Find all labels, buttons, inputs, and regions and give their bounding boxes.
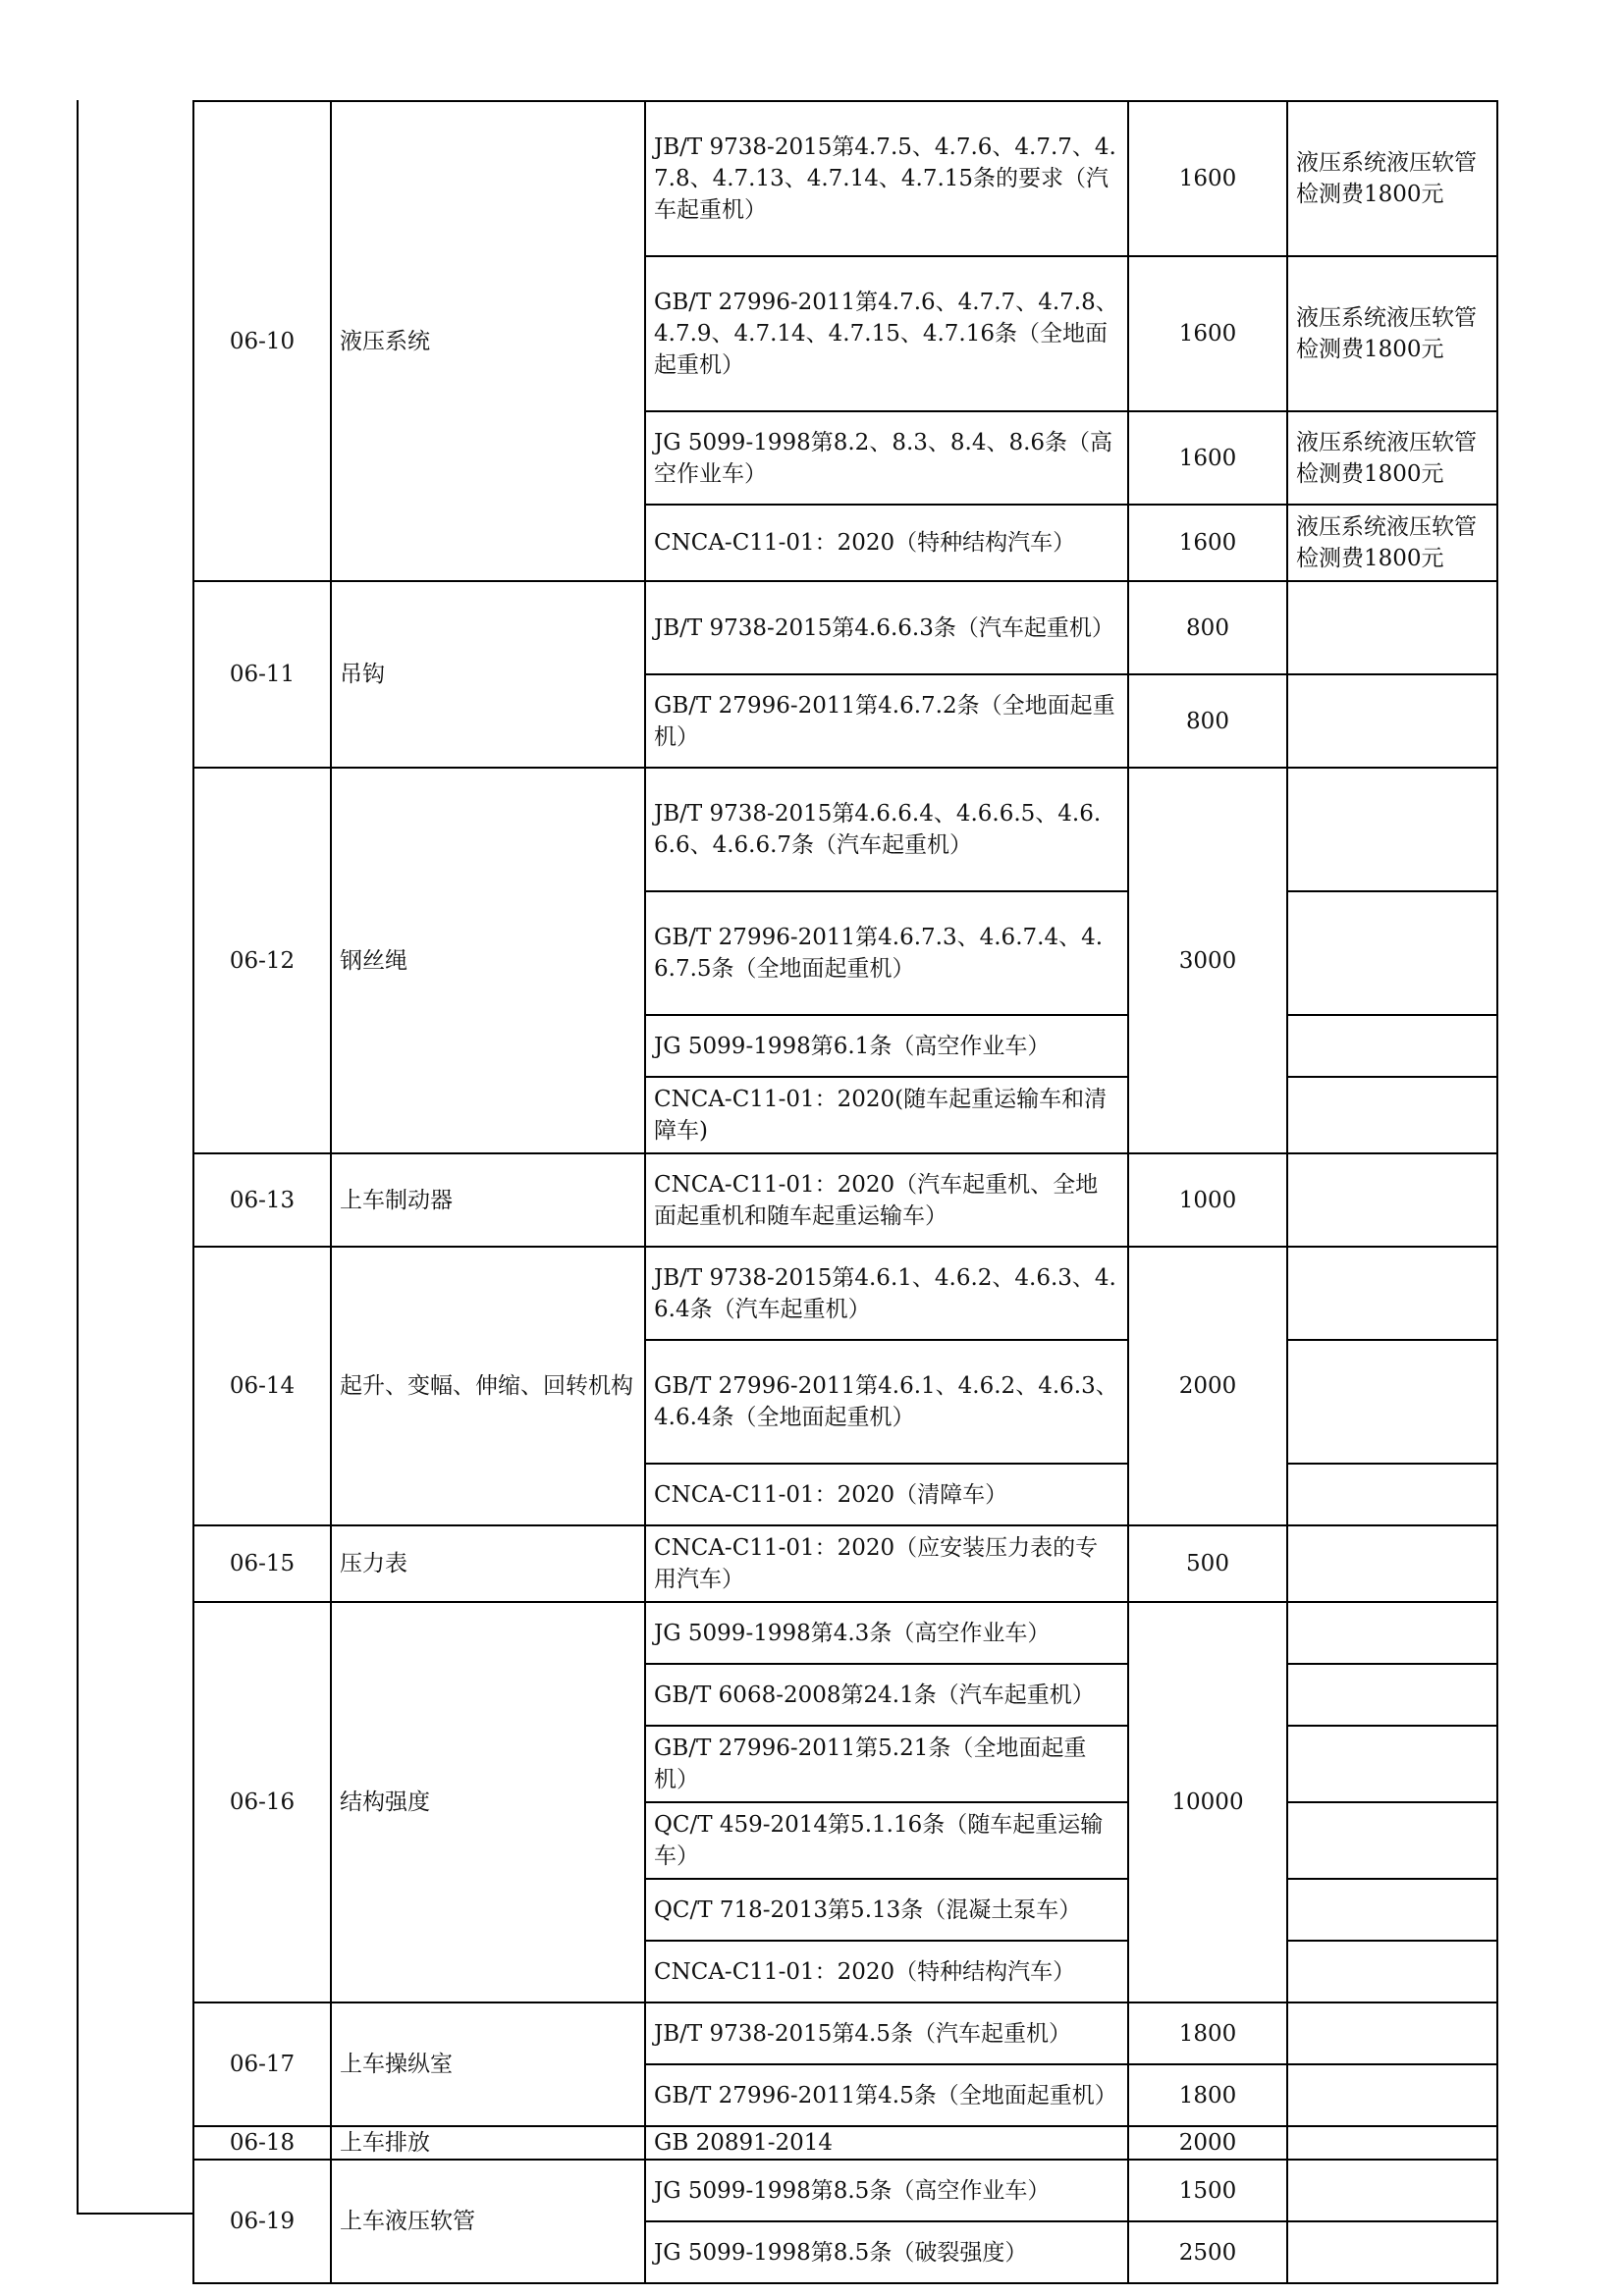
standard-clause: GB/T 27996-2011第4.6.7.2条（全地面起重机） <box>645 674 1128 768</box>
item-name: 液压系统 <box>331 101 645 581</box>
item-name: 上车制动器 <box>331 1153 645 1247</box>
remark <box>1287 1941 1497 2002</box>
item-name: 起升、变幅、伸缩、回转机构 <box>331 1247 645 1525</box>
standard-clause: GB/T 27996-2011第4.5条（全地面起重机） <box>645 2064 1128 2126</box>
standard-clause: JG 5099-1998第6.1条（高空作业车） <box>645 1015 1128 1077</box>
table-row <box>193 1525 1497 1602</box>
table-row <box>193 581 1497 674</box>
standard-clause: GB/T 27996-2011第4.6.1、4.6.2、4.6.3、4.6.4条（全地面起重机） <box>645 1340 1128 1464</box>
item-name: 上车液压软管 <box>331 2160 645 2283</box>
standard-clause: JB/T 9738-2015第4.7.5、4.7.6、4.7.7、4.7.8、4.7.13、4.7.14、4.7.15条的要求（汽车起重机） <box>645 101 1128 256</box>
item-name: 上车操纵室 <box>331 2002 645 2126</box>
standard-clause: CNCA-C11-01：2020(随车起重运输车和清障车) <box>645 1077 1128 1153</box>
fee: 1600 <box>1128 411 1287 505</box>
fee: 3000 <box>1128 768 1287 1153</box>
standard-clause: JB/T 9738-2015第4.5条（汽车起重机） <box>645 2002 1128 2064</box>
table-row <box>193 2126 1497 2160</box>
fee: 1800 <box>1128 2002 1287 2064</box>
remark <box>1287 1525 1497 1602</box>
item-code: 06-19 <box>193 2160 331 2283</box>
fee: 1600 <box>1128 256 1287 411</box>
remark: 液压系统液压软管检测费1800元 <box>1287 411 1497 505</box>
standard-clause: GB/T 27996-2011第4.6.7.3、4.6.7.4、4.6.7.5条（全地面起重机） <box>645 891 1128 1015</box>
remark <box>1287 1879 1497 1941</box>
remark <box>1287 891 1497 1015</box>
fee: 10000 <box>1128 1602 1287 2002</box>
remark <box>1287 1802 1497 1879</box>
remark <box>1287 2221 1497 2283</box>
standard-clause: GB 20891-2014 <box>645 2126 1128 2160</box>
fee: 1000 <box>1128 1153 1287 1247</box>
item-code: 06-14 <box>193 1247 331 1525</box>
fee: 2000 <box>1128 1247 1287 1525</box>
standard-clause: CNCA-C11-01：2020（特种结构汽车） <box>645 1941 1128 2002</box>
standard-clause: JG 5099-1998第8.5条（高空作业车） <box>645 2160 1128 2221</box>
item-name: 结构强度 <box>331 1602 645 2002</box>
table-row <box>193 1153 1497 1247</box>
remark <box>1287 674 1497 768</box>
standard-clause: CNCA-C11-01：2020（清障车） <box>645 1464 1128 1525</box>
remark <box>1287 2002 1497 2064</box>
table-row <box>193 2002 1497 2064</box>
fee: 500 <box>1128 1525 1287 1602</box>
remark <box>1287 1726 1497 1802</box>
fee: 800 <box>1128 581 1287 674</box>
fee: 1600 <box>1128 101 1287 256</box>
item-name: 钢丝绳 <box>331 768 645 1153</box>
fee: 2500 <box>1128 2221 1287 2283</box>
remark <box>1287 1464 1497 1525</box>
item-name: 上车排放 <box>331 2126 645 2160</box>
remark: 液压系统液压软管检测费1800元 <box>1287 505 1497 581</box>
standard-clause: GB/T 6068-2008第24.1条（汽车起重机） <box>645 1664 1128 1726</box>
item-code: 06-15 <box>193 1525 331 1602</box>
remark <box>1287 581 1497 674</box>
remark <box>1287 1602 1497 1664</box>
standard-clause: JB/T 9738-2015第4.6.1、4.6.2、4.6.3、4.6.4条（汽车起重机） <box>645 1247 1128 1340</box>
remark <box>1287 2064 1497 2126</box>
standard-clause: JG 5099-1998第8.2、8.3、8.4、8.6条（高空作业车） <box>645 411 1128 505</box>
remark: 液压系统液压软管检测费1800元 <box>1287 101 1497 256</box>
fee: 1500 <box>1128 2160 1287 2221</box>
item-name: 吊钩 <box>331 581 645 768</box>
standard-clause: CNCA-C11-01：2020（应安装压力表的专用汽车） <box>645 1525 1128 1602</box>
remark <box>1287 1247 1497 1340</box>
standard-clause: CNCA-C11-01：2020（汽车起重机、全地面起重机和随车起重运输车） <box>645 1153 1128 1247</box>
standard-clause: JB/T 9738-2015第4.6.6.4、4.6.6.5、4.6.6.6、4.6.6.7条（汽车起重机） <box>645 768 1128 891</box>
fee: 1800 <box>1128 2064 1287 2126</box>
standard-clause: CNCA-C11-01：2020（特种结构汽车） <box>645 505 1128 581</box>
left-border-line <box>77 100 79 2215</box>
standard-clause: JB/T 9738-2015第4.6.6.3条（汽车起重机） <box>645 581 1128 674</box>
item-code: 06-17 <box>193 2002 331 2126</box>
table-row <box>193 101 1497 256</box>
fee: 1600 <box>1128 505 1287 581</box>
remark <box>1287 768 1497 891</box>
table-row <box>193 1602 1497 1664</box>
remark <box>1287 1153 1497 1247</box>
standard-clause: QC/T 459-2014第5.1.16条（随车起重运输车） <box>645 1802 1128 1879</box>
remark <box>1287 1664 1497 1726</box>
item-code: 06-13 <box>193 1153 331 1247</box>
standard-clause: JG 5099-1998第8.5条（破裂强度） <box>645 2221 1128 2283</box>
item-code: 06-18 <box>193 2126 331 2160</box>
item-code: 06-11 <box>193 581 331 768</box>
table-row <box>193 1247 1497 1340</box>
fee: 800 <box>1128 674 1287 768</box>
remark <box>1287 2160 1497 2221</box>
table-row <box>193 2160 1497 2221</box>
standard-clause: JG 5099-1998第4.3条（高空作业车） <box>645 1602 1128 1664</box>
remark: 液压系统液压软管检测费1800元 <box>1287 256 1497 411</box>
item-code: 06-12 <box>193 768 331 1153</box>
bottom-border-line <box>77 2213 194 2215</box>
table-row <box>193 768 1497 891</box>
item-name: 压力表 <box>331 1525 645 1602</box>
item-code: 06-10 <box>193 101 331 581</box>
remark <box>1287 1077 1497 1153</box>
item-code: 06-16 <box>193 1602 331 2002</box>
remark <box>1287 1340 1497 1464</box>
standard-clause: QC/T 718-2013第5.13条（混凝土泵车） <box>645 1879 1128 1941</box>
standard-clause: GB/T 27996-2011第4.7.6、4.7.7、4.7.8、4.7.9、4.7.14、4.7.15、4.7.16条（全地面起重机） <box>645 256 1128 411</box>
inspection-fee-table <box>192 100 1498 2284</box>
remark <box>1287 1015 1497 1077</box>
fee: 2000 <box>1128 2126 1287 2160</box>
remark <box>1287 2126 1497 2160</box>
standard-clause: GB/T 27996-2011第5.21条（全地面起重机） <box>645 1726 1128 1802</box>
